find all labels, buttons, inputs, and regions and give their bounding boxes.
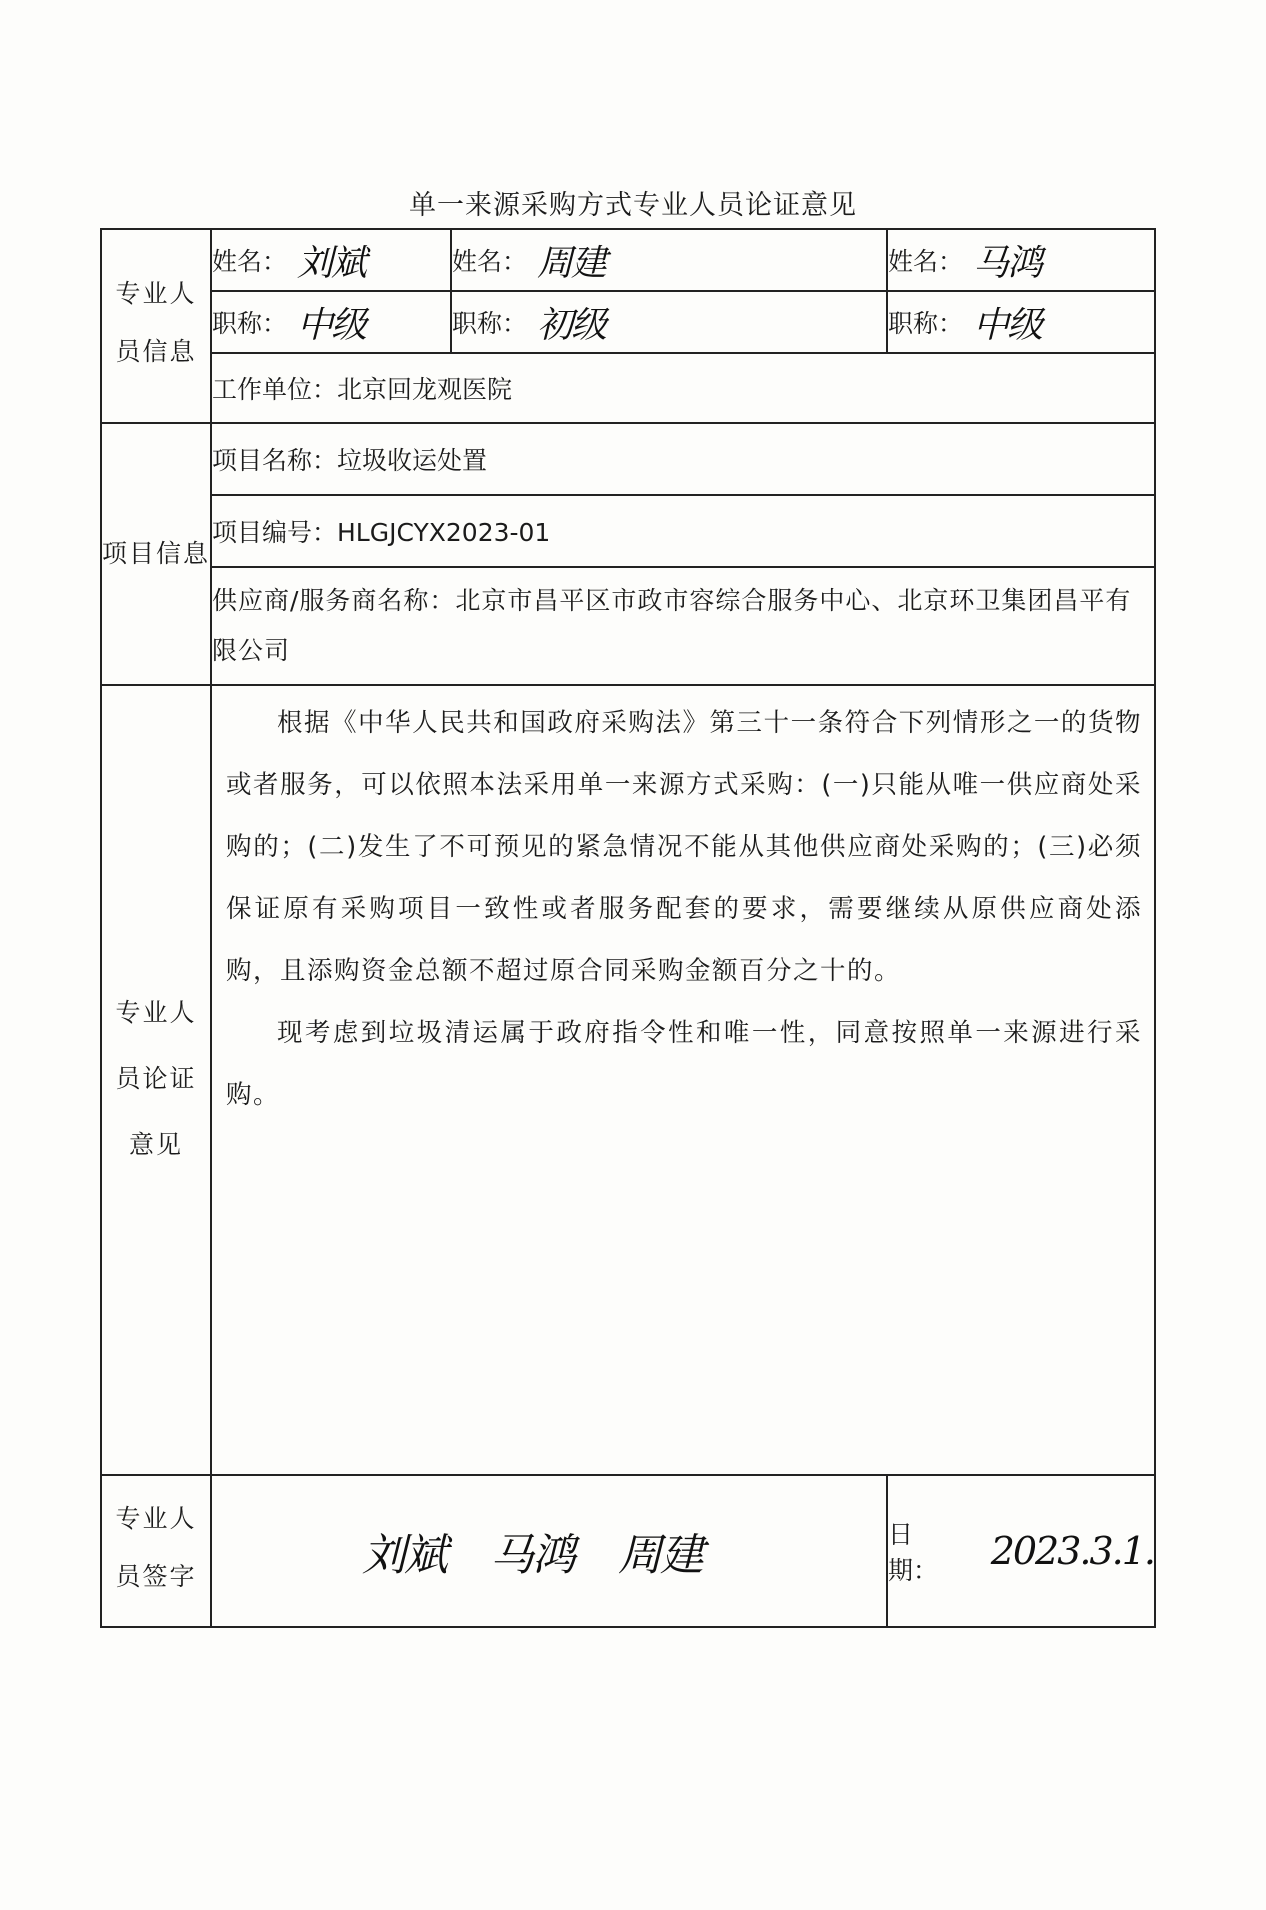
person-2-name-cell — [451, 229, 887, 291]
person-1-name-cell — [211, 229, 451, 291]
signature-3-handwritten: 周建 — [618, 1530, 702, 1581]
person-3-name-cell — [887, 229, 1155, 291]
signature-label: 专业人员签字 — [101, 1475, 211, 1627]
opinion-paragraph-2: 现考虑到垃圾清运属于政府指令性和唯一性，同意按照单一来源进行采购。 — [226, 1018, 1142, 1110]
personnel-info-label: 专业人员信息 — [101, 229, 211, 423]
document-title: 单一来源采购方式专业人员论证意见 — [409, 190, 857, 221]
person-2-title-handwritten: 初级 — [537, 304, 606, 346]
person-3-title-cell — [887, 291, 1155, 353]
supplier-cell: 供应商/服务商名称：北京市昌平区市政市容综合服务中心、北京环卫集团昌平有限公司 — [211, 567, 1155, 685]
date-cell — [887, 1475, 1155, 1627]
name-label: 姓名： — [888, 247, 964, 276]
person-3-title-handwritten: 中级 — [973, 304, 1042, 346]
argument-form-table — [100, 228, 1156, 1628]
project-info-label: 项目信息 — [101, 423, 211, 685]
signature-1-handwritten: 刘斌 — [362, 1530, 446, 1581]
title-label: 职称： — [212, 309, 288, 338]
person-3-name-handwritten: 马鸿 — [973, 242, 1042, 284]
opinion-paragraph-1: 根据《中华人民共和国政府采购法》第三十一条符合下列情形之一的货物或者服务，可以依照本法采用单一来源方式采购：(一)只能从唯一供应商处采购的；(二)发生了不可预见的紧急情况不能从其他供应商处采购的；(三)必须保证原有采购项目一致性或者服务配套的要求，需要继续从原供应商处添购，且添购资金总额不超过原合同采购金额百分之十的。 — [226, 708, 1142, 986]
name-label: 姓名： — [452, 247, 528, 276]
project-number-cell: 项目编号：HLGJCYX2023-01 — [211, 495, 1155, 567]
title-label: 职称： — [452, 309, 528, 338]
workplace-cell: 工作单位：北京回龙观医院 — [211, 353, 1155, 423]
person-1-title-cell — [211, 291, 451, 353]
date-label: 日期： — [888, 1520, 939, 1585]
project-name-cell: 项目名称：垃圾收运处置 — [211, 423, 1155, 495]
name-label: 姓名： — [212, 247, 288, 276]
person-1-name-handwritten: 刘斌 — [297, 242, 366, 284]
title-label: 职称： — [888, 309, 964, 338]
person-2-title-cell — [451, 291, 887, 353]
person-2-name-handwritten: 周建 — [537, 242, 606, 284]
signatures-cell — [211, 1475, 887, 1627]
date-handwritten: 2023.3.1. — [990, 1529, 1154, 1573]
opinion-label: 专业人员论证意见 — [101, 685, 211, 1475]
person-1-title-handwritten: 中级 — [297, 304, 366, 346]
opinion-cell — [211, 685, 1155, 1475]
signature-2-handwritten: 马鸿 — [490, 1530, 574, 1581]
